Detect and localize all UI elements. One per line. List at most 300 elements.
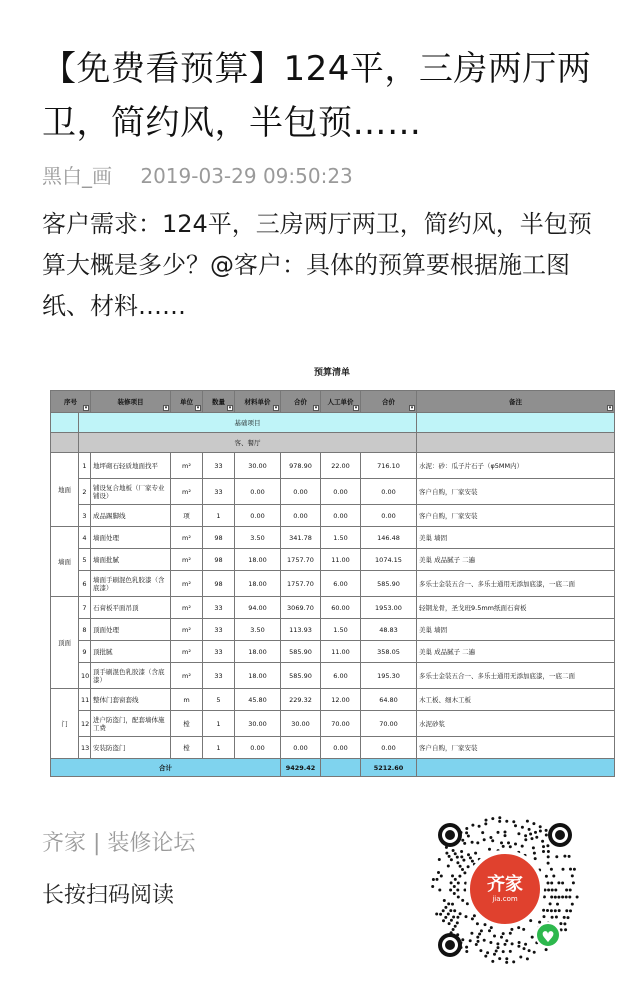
note: 多乐士金装五合一、多乐士通用无添加底漆，一底二面 [417, 571, 615, 597]
note: 木工板、细木工板 [417, 689, 615, 711]
material-total: 30.00 [281, 711, 321, 737]
table-row [51, 711, 615, 737]
qr-dot [442, 919, 445, 922]
table-header-cell: 人工单价 ▾ [321, 391, 361, 413]
qr-dot [529, 833, 532, 836]
note: 多乐士金装五合一、多乐士通用无添加底漆，一底二面 [417, 663, 615, 689]
material-total: 1757.70 [281, 549, 321, 571]
item-name: 铺设复合地板（厂家专业铺设） [91, 479, 171, 505]
qr-dot [522, 928, 525, 931]
row-number: 2 [79, 479, 91, 505]
source-label: 齐家 | 装修论坛 [42, 831, 196, 856]
group-label: 门 [51, 689, 79, 759]
row-number: 3 [79, 505, 91, 527]
qr-dot [512, 820, 515, 823]
material-total: 1757.70 [281, 571, 321, 597]
labor-total: 358.05 [361, 641, 417, 663]
qr-dot [454, 878, 457, 881]
quantity: 98 [203, 549, 235, 571]
row-number: 12 [79, 711, 91, 737]
spacer-cell [321, 759, 361, 777]
article-summary: 客户需求：124平，三房两厅两卫，简约风，半包预算大概是多少？@客户：具体的预算要根据施工图纸、材料…… [42, 210, 592, 320]
qr-dot [554, 889, 557, 892]
qr-dot [552, 875, 555, 878]
qr-dot [449, 889, 452, 892]
qr-brand-domain: jia.com [492, 894, 518, 903]
qr-dot [565, 909, 568, 912]
qr-dot [550, 882, 553, 885]
note: 美巢 墙固 [417, 619, 615, 641]
qr-dot [465, 831, 468, 834]
qr-dot [454, 925, 457, 928]
spacer-cell [51, 413, 79, 433]
qr-dot [509, 845, 512, 848]
qr-dot [484, 955, 487, 958]
table-row [51, 641, 615, 663]
qr-dot [550, 896, 553, 899]
filter-dropdown-icon[interactable]: ▾ [196, 405, 200, 411]
qr-dot [542, 850, 545, 853]
qr-dot [529, 919, 532, 922]
qr-dot [524, 943, 527, 946]
labor-total: 146.48 [361, 527, 417, 549]
material-price: 0.00 [235, 479, 281, 505]
qr-dot [485, 819, 488, 822]
qr-dot [461, 938, 464, 941]
item-name: 顶批腻 [91, 641, 171, 663]
qr-dot [502, 932, 505, 935]
labor-price: 6.00 [321, 571, 361, 597]
labor-price: 70.00 [321, 711, 361, 737]
material-total: 3069.70 [281, 597, 321, 619]
table-row [51, 505, 615, 527]
qr-dot [456, 916, 459, 919]
row-number: 6 [79, 571, 91, 597]
material-price: 3.50 [235, 619, 281, 641]
qr-dot [505, 939, 508, 942]
spacer-cell [51, 433, 79, 453]
spacer-cell [417, 759, 615, 777]
filter-dropdown-icon[interactable]: ▾ [410, 405, 414, 411]
qr-dot [448, 922, 451, 925]
material-price: 18.00 [235, 663, 281, 689]
qr-dot [572, 881, 575, 884]
qr-dot [469, 856, 472, 859]
material-price: 18.00 [235, 641, 281, 663]
material-total: 585.90 [281, 663, 321, 689]
qr-dot [439, 913, 442, 916]
labor-total: 48.83 [361, 619, 417, 641]
qr-dot [478, 825, 481, 828]
qr-dot [524, 834, 527, 837]
qr-dot [444, 906, 447, 909]
qr-dot [547, 882, 550, 885]
qr-dot [518, 941, 521, 944]
qr-dot [563, 855, 566, 858]
table-header-cell: 序号 ▾ [51, 391, 91, 413]
qr-dot [456, 921, 459, 924]
note: 水泥砂浆 [417, 711, 615, 737]
qr-dot [458, 875, 461, 878]
qr-dot [450, 858, 453, 861]
qr-dot [517, 945, 520, 948]
material-price: 94.00 [235, 597, 281, 619]
table-row [51, 663, 615, 689]
article-title: 【免费看预算】124平，三房两厅两卫，简约风，半包预…… [42, 49, 592, 143]
labor-total: 195.30 [361, 663, 417, 689]
qr-dot [488, 848, 491, 851]
total-labor: 5212.60 [361, 759, 417, 777]
labor-total: 0.00 [361, 737, 417, 759]
budget-table-title: 预算清单 [313, 368, 350, 378]
item-name: 成品踢脚线 [91, 505, 171, 527]
item-name: 顶面处理 [91, 619, 171, 641]
qr-dot [528, 949, 531, 952]
qr-dot [521, 826, 524, 829]
spacer-cell [417, 433, 615, 453]
labor-total: 70.00 [361, 711, 417, 737]
qr-dot [484, 822, 487, 825]
labor-price: 0.00 [321, 737, 361, 759]
material-total: 0.00 [281, 737, 321, 759]
item-name: 进户防盗门，配套墙体施工费 [91, 711, 171, 737]
material-price: 18.00 [235, 549, 281, 571]
mini-program-icon: ♥ [535, 922, 561, 948]
material-total: 229.32 [281, 689, 321, 711]
unit: m² [171, 549, 203, 571]
qr-dot [447, 913, 450, 916]
filter-dropdown-icon[interactable]: ▾ [228, 405, 232, 411]
qr-dot [519, 956, 522, 959]
labor-price: 60.00 [321, 597, 361, 619]
room-label: 客、餐厅 [79, 433, 417, 453]
qr-dot [453, 892, 456, 895]
note: 轻钢龙骨，圣戈班9.5mm纸面石膏板 [417, 597, 615, 619]
qr-dot [447, 865, 450, 868]
table-row [51, 527, 615, 549]
filter-dropdown-icon[interactable]: ▾ [314, 405, 318, 411]
section-row [51, 413, 615, 433]
qr-dot [500, 936, 503, 939]
qr-dot [542, 909, 545, 912]
filter-dropdown-icon[interactable]: ▾ [274, 405, 278, 411]
qr-dot [531, 837, 534, 840]
quantity: 33 [203, 453, 235, 479]
qr-dot [547, 855, 550, 858]
qr-dot [491, 839, 494, 842]
row-number: 1 [79, 453, 91, 479]
quantity: 1 [203, 505, 235, 527]
qr-dot [546, 909, 549, 912]
qr-dot [440, 875, 443, 878]
labor-price: 1.50 [321, 527, 361, 549]
qr-dot [459, 912, 462, 915]
qr-dot [565, 896, 568, 899]
qr-dot [489, 836, 492, 839]
qr-dot [471, 860, 474, 863]
quantity: 33 [203, 619, 235, 641]
qr-dot [504, 834, 507, 837]
qr-dot [445, 852, 448, 855]
qr-dot [465, 827, 468, 830]
qr-dot [477, 940, 480, 943]
qr-finder-mark [445, 830, 455, 840]
note: 水泥：砂：瓜子片石子（φ5MM内） [417, 453, 615, 479]
qr-dot [451, 874, 454, 877]
item-name: 安装防盗门 [91, 737, 171, 759]
qr-dot [532, 822, 535, 825]
qr-dot [533, 951, 536, 954]
table-row [51, 597, 615, 619]
qr-dot [438, 858, 441, 861]
row-number: 10 [79, 663, 91, 689]
qr-dot [490, 926, 493, 929]
qr-dot [547, 850, 550, 853]
qr-dot [541, 840, 544, 843]
table-header-row [51, 391, 615, 413]
row-number: 8 [79, 619, 91, 641]
qr-dot [471, 824, 474, 827]
labor-total: 1953.00 [361, 597, 417, 619]
qr-dot [452, 916, 455, 919]
qr-dot [551, 889, 554, 892]
qr-dot [465, 950, 468, 953]
qr-dot [546, 844, 549, 847]
filter-dropdown-icon[interactable]: ▾ [354, 405, 358, 411]
qr-dot [504, 831, 507, 834]
qr-dot [444, 916, 447, 919]
table-row [51, 453, 615, 479]
qr-dot [557, 896, 560, 899]
unit: 樘 [171, 711, 203, 737]
filter-dropdown-icon[interactable]: ▾ [164, 405, 168, 411]
qr-brand-logo [466, 850, 544, 928]
group-label: 地面 [51, 453, 79, 527]
qr-dot [505, 820, 508, 823]
total-row [51, 759, 615, 777]
qr-dot [470, 932, 473, 935]
table-header-cell: 单位 ▾ [171, 391, 203, 413]
author-name[interactable]: 黑白_画 [42, 164, 112, 188]
qr-dot [449, 909, 452, 912]
table-row [51, 479, 615, 505]
labor-total: 1074.15 [361, 549, 417, 571]
item-name: 顶手刷混色乳胶漆（含底漆） [91, 663, 171, 689]
qr-dot [493, 953, 496, 956]
labor-price: 6.00 [321, 663, 361, 689]
quantity: 5 [203, 689, 235, 711]
table-header-cell: 数量 ▾ [203, 391, 235, 413]
qr-dot [569, 889, 572, 892]
qr-dot [463, 842, 466, 845]
qr-dot [559, 922, 562, 925]
total-label: 合计 [51, 759, 281, 777]
qr-dot [561, 882, 564, 885]
article-meta [42, 160, 353, 189]
labor-total: 0.00 [361, 479, 417, 505]
material-total: 341.78 [281, 527, 321, 549]
qr-finder-mark [555, 830, 565, 840]
qr-dot [545, 875, 548, 878]
qr-dot [460, 855, 463, 858]
qr-dot [437, 871, 440, 874]
note: 美巢 墙固 [417, 527, 615, 549]
qr-dot [509, 950, 512, 953]
unit: m² [171, 453, 203, 479]
qr-dot [471, 841, 474, 844]
qr-dot [523, 947, 526, 950]
qr-dot [497, 946, 500, 949]
qr-dot [509, 932, 512, 935]
filter-dropdown-icon[interactable]: ▾ [84, 405, 88, 411]
row-number: 9 [79, 641, 91, 663]
filter-dropdown-icon[interactable]: ▾ [608, 405, 612, 411]
qr-dot [550, 909, 553, 912]
labor-price: 11.00 [321, 641, 361, 663]
qr-dot [451, 903, 454, 906]
qr-dot [573, 868, 576, 871]
qr-dot [528, 828, 531, 831]
qr-dot [496, 942, 499, 945]
material-price: 3.50 [235, 527, 281, 549]
qr-dot [534, 857, 537, 860]
qr-dot [535, 836, 538, 839]
item-name: 地坪砌石轻质地面找平 [91, 453, 171, 479]
unit: m² [171, 641, 203, 663]
qr-dot [489, 941, 492, 944]
unit: 项 [171, 505, 203, 527]
qr-dot [474, 852, 477, 855]
qr-dot [493, 935, 496, 938]
group-label: 顶面 [51, 597, 79, 689]
qr-dot [569, 868, 572, 871]
qr-dot [555, 855, 558, 858]
labor-total: 0.00 [361, 505, 417, 527]
qr-dot [453, 885, 456, 888]
material-total: 585.90 [281, 641, 321, 663]
table-header-cell: 合价 ▾ [361, 391, 417, 413]
qr-dot [495, 950, 498, 953]
qr-dot [569, 909, 572, 912]
qr-dot [531, 936, 534, 939]
publish-datetime: 2019-03-29 09:50:23 [140, 164, 353, 188]
quantity: 33 [203, 641, 235, 663]
material-price: 30.00 [235, 711, 281, 737]
qr-dot [558, 909, 561, 912]
qr-dot [547, 889, 550, 892]
qr-dot [476, 841, 479, 844]
labor-price: 0.00 [321, 479, 361, 505]
qr-dot [463, 871, 466, 874]
qr-dot [550, 868, 553, 871]
qr-dot [454, 852, 457, 855]
qr-dot [497, 831, 500, 834]
unit: m² [171, 479, 203, 505]
labor-total: 585.90 [361, 571, 417, 597]
qr-dot [450, 919, 453, 922]
budget-table-image [48, 362, 616, 772]
qr-dot [532, 846, 535, 849]
qr-dot [488, 929, 491, 932]
qr-dot [465, 946, 468, 949]
quantity: 1 [203, 711, 235, 737]
qr-dot [514, 843, 517, 846]
qr-dot [568, 896, 571, 899]
row-number: 11 [79, 689, 91, 711]
qr-dot [475, 943, 478, 946]
qr-dot [507, 841, 510, 844]
section-label: 基础项目 [79, 413, 417, 433]
labor-price: 22.00 [321, 453, 361, 479]
qr-dot [571, 903, 574, 906]
qr-dot [554, 909, 557, 912]
qr-dot [554, 896, 557, 899]
material-total: 113.93 [281, 619, 321, 641]
qr-dot [476, 922, 479, 925]
qr-dot [476, 936, 479, 939]
qr-dot [442, 909, 445, 912]
labor-total: 716.10 [361, 453, 417, 479]
qr-dot [436, 878, 439, 881]
qr-dot [510, 928, 513, 931]
qr-dot [459, 865, 462, 868]
qr-dot [471, 917, 474, 920]
qr-dot [563, 916, 566, 919]
budget-table [50, 390, 615, 777]
qr-dot [561, 896, 564, 899]
qr-dot [533, 852, 536, 855]
qr-dot [498, 820, 501, 823]
material-total: 0.00 [281, 505, 321, 527]
qr-dot [452, 849, 455, 852]
qr-dot [549, 902, 552, 905]
qr-dot [486, 951, 489, 954]
spacer-cell [417, 413, 615, 433]
qr-dot [565, 889, 568, 892]
qr-dot [469, 939, 472, 942]
labor-price: 1.50 [321, 619, 361, 641]
qr-dot [557, 881, 560, 884]
quantity: 98 [203, 527, 235, 549]
qr-dot [500, 841, 503, 844]
group-label: 墙面 [51, 527, 79, 597]
qr-dot [524, 838, 527, 841]
table-row [51, 689, 615, 711]
quantity: 33 [203, 479, 235, 505]
table-header-cell: 备注 ▾ [417, 391, 615, 413]
qr-dot [571, 874, 574, 877]
total-material: 9429.42 [281, 759, 321, 777]
note: 美巢 成品腻子 二遍 [417, 641, 615, 663]
qr-dot [479, 949, 482, 952]
quantity: 1 [203, 737, 235, 759]
qr-dot [457, 896, 460, 899]
qr-dot [491, 960, 494, 963]
qr-dot [551, 916, 554, 919]
labor-price: 12.00 [321, 689, 361, 711]
material-total: 978.90 [281, 453, 321, 479]
qr-dot [504, 943, 507, 946]
qr-dot [435, 913, 438, 916]
unit: m² [171, 527, 203, 549]
qr-dot [502, 950, 505, 953]
unit: m² [171, 663, 203, 689]
qr-brand-text: 齐家 [487, 873, 523, 895]
material-price: 45.80 [235, 689, 281, 711]
qr-dot [480, 929, 483, 932]
qr-dot [512, 960, 515, 963]
qr-dot [568, 855, 571, 858]
